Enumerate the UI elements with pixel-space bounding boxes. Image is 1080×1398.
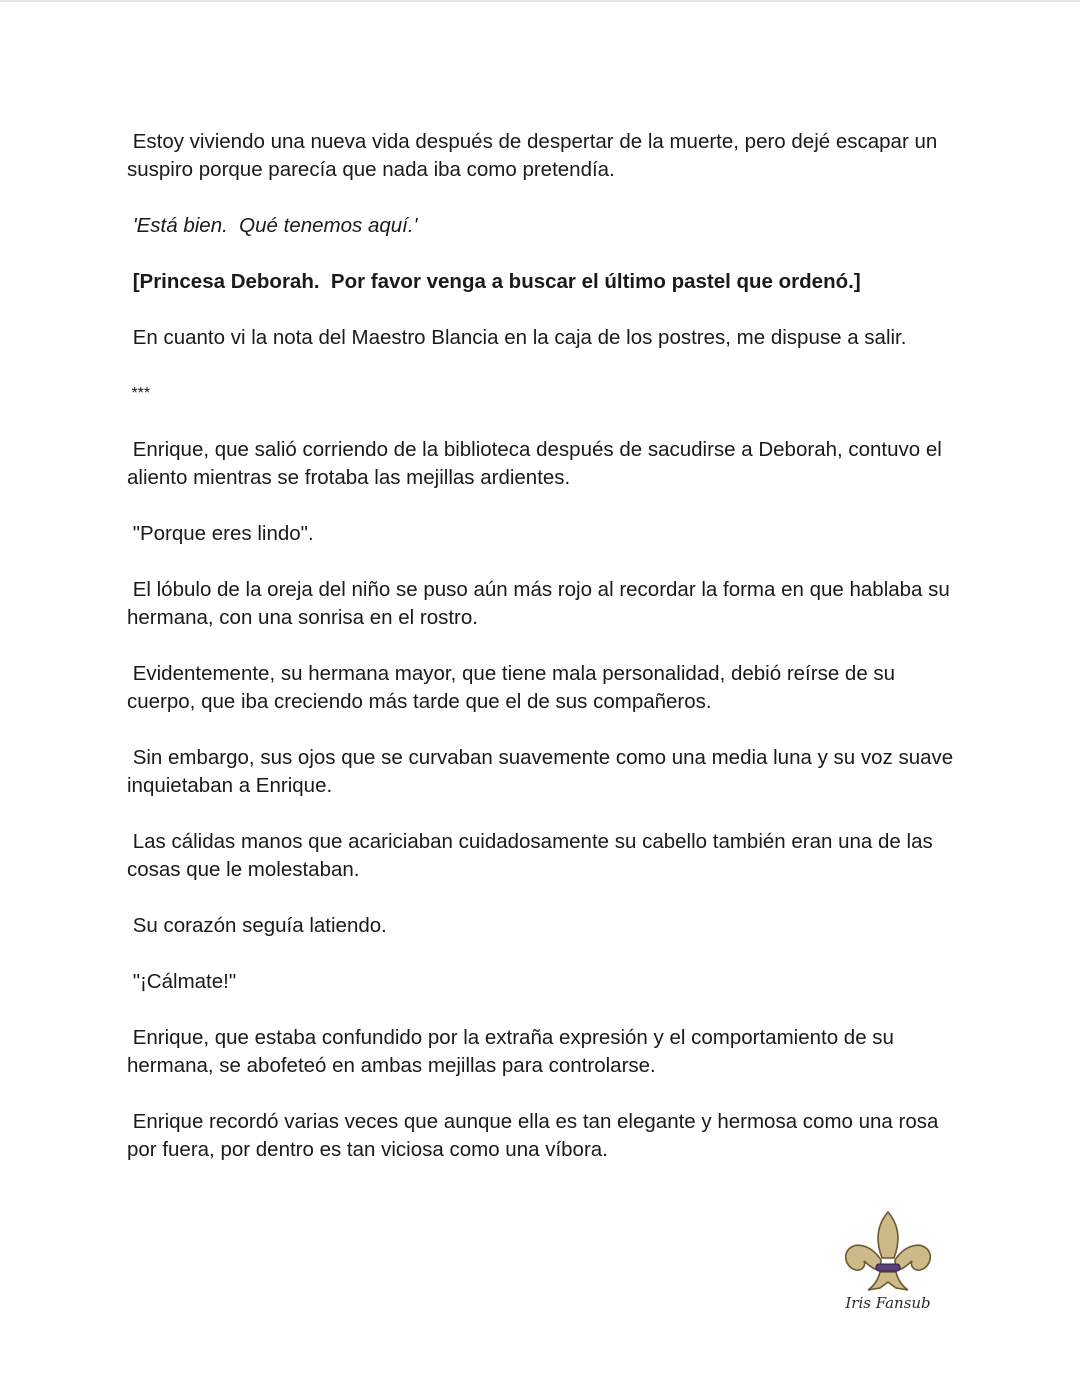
paragraph: Evidentemente, su hermana mayor, que tiene mala personalidad, debió reírse de su cuerpo, que iba creciendo más tarde que el de sus compañeros.	[127, 662, 901, 713]
paragraph: Enrique recordó varias veces que aunque ella es tan elegante y hermosa como una rosa por fuera, por dentro es tan viciosa como una víbora.	[127, 1110, 945, 1161]
paragraph-thought: 'Está bien. Qué tenemos aquí.'	[127, 214, 418, 237]
paragraph: Enrique, que estaba confundido por la extraña expresión y el comportamiento de su hermana, se abofeteó en ambas mejillas para controlarse.	[127, 1026, 900, 1077]
paragraph: Sin embargo, sus ojos que se curvaban suavemente como una media luna y su voz suave inquietaban a Enrique.	[127, 746, 959, 797]
paragraph: Las cálidas manos que acariciaban cuidadosamente su cabello también eran una de las cosas que le molestaban.	[127, 830, 939, 881]
top-divider	[0, 0, 1080, 2]
paragraph: En cuanto vi la nota del Maestro Blancia en la caja de los postres, me dispuse a salir.	[127, 326, 907, 349]
document-body	[127, 128, 957, 1192]
watermark-text: Iris Fansub	[845, 1294, 931, 1312]
paragraph: El lóbulo de la oreja del niño se puso aún más rojo al recordar la forma en que hablaba su hermana, con una sonrisa en el rostro.	[127, 578, 956, 629]
fleur-de-lis-icon	[836, 1208, 940, 1294]
paragraph-note: [Princesa Deborah. Por favor venga a buscar el último pastel que ordenó.]	[127, 270, 861, 293]
paragraph: "¡Cálmate!"	[127, 970, 237, 993]
paragraph: "Porque eres lindo".	[127, 522, 314, 545]
scene-break: ***	[127, 385, 151, 402]
paragraph: Su corazón seguía latiendo.	[127, 914, 387, 937]
paragraph: Enrique, que salió corriendo de la biblioteca después de sacudirse a Deborah, contuvo el aliento mientras se frotaba las mejillas ardientes.	[127, 438, 948, 489]
watermark-logo	[836, 1208, 940, 1320]
paragraph: Estoy viviendo una nueva vida después de despertar de la muerte, pero dejé escapar un suspiro porque parecía que nada iba como pretendía.	[127, 130, 943, 181]
